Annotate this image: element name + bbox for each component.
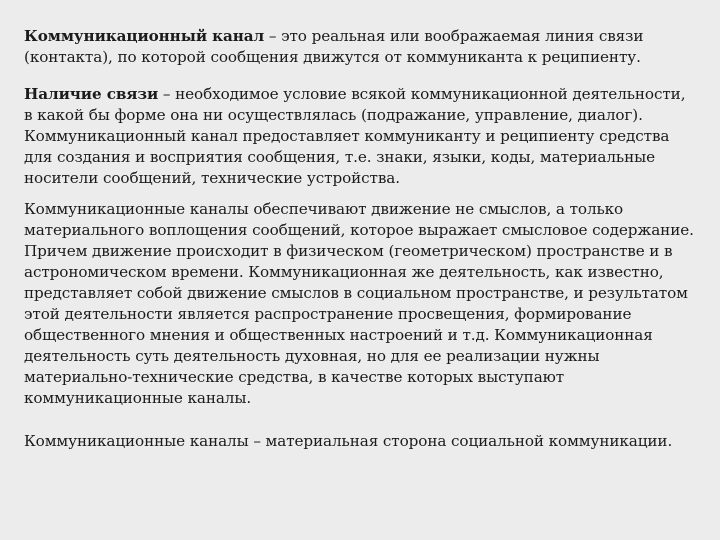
definition-text-connection: – необходимое условие всякой коммуникационной деятельности, в какой бы форме она ни осуществлялась (подражание, управление, диалог). Коммуникационный канал предоставляет коммуниканту и реципиенту средства для создания и восприятия сообщения, т.е. знаки, языки, коды, материальные носители сообщений, технические устройства.	[24, 85, 686, 187]
term-connection: Наличие связи	[24, 85, 159, 103]
definition-text-channel: – это реальная или воображаемая линия связи (контакта), по которой сообщения движутся от коммуниканта к реципиенту.	[24, 27, 644, 66]
definition-paragraph-channel	[24, 26, 696, 68]
conclusion-paragraph: Коммуникационные каналы – материальная сторона социальной коммуникации.	[24, 432, 673, 450]
term-channel: Коммуникационный канал	[24, 27, 265, 45]
definition-paragraph-connection	[24, 84, 696, 189]
body-paragraph: Коммуникационные каналы обеспечивают движение не смыслов, а только материального воплощения сообщений, которое выражает смысловое содержание. Причем движение происходит в физическом (геометрическом) пространстве и в астрономическом времени. Коммуникационная же деятельность, как известно, представляет собой движение смыслов в социальном пространстве, и результатом этой деятельности является распространение просвещения, формирование общественного мнения и общественных настроений и т.д. Коммуникационная деятельность суть деятельность духовная, но для ее реализации нужны материально-технические средства, в качестве которых выступают коммуникационные каналы.	[24, 200, 694, 407]
